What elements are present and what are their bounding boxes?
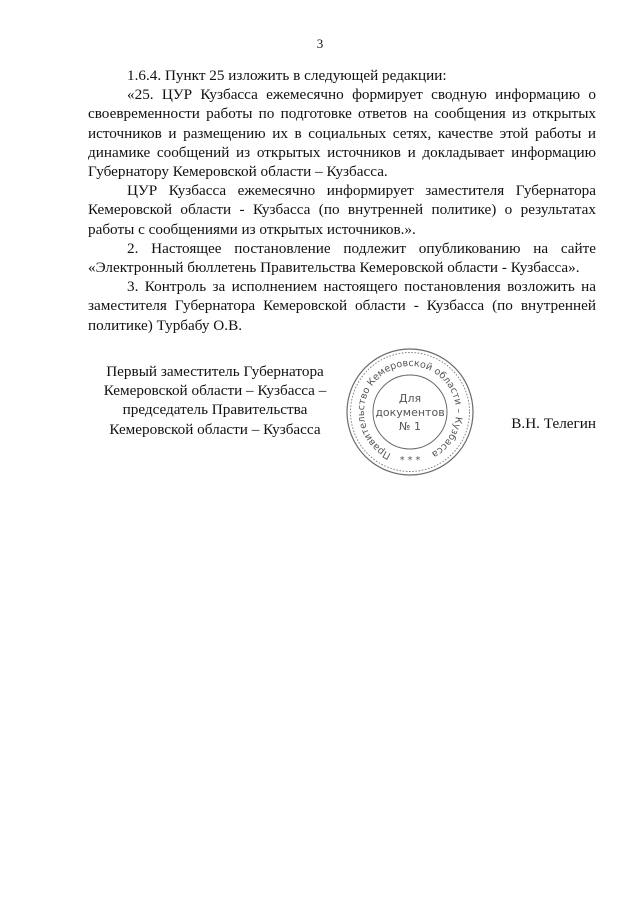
stamp-center-line: № 1 [399, 420, 421, 433]
signer-name: В.Н. Телегин [511, 415, 596, 432]
stamp-ring-text: Правительство Кемеровской области – Кузбасса [355, 357, 465, 462]
paragraph-1-6-4: 1.6.4. Пункт 25 изложить в следующей редакции: [127, 67, 447, 84]
stamp-stars: * * * [399, 455, 421, 466]
paragraph-publication: 2. Настоящее постановление подлежит опубликованию на сайте «Электронный бюллетень Правительства Кемеровской области - Кузбасса». [88, 239, 596, 277]
stamp-seal-icon [344, 346, 476, 478]
signatory-title [80, 362, 350, 439]
official-stamp [344, 346, 476, 478]
signatory-title-line: Кемеровской области – Кузбасса [109, 420, 321, 438]
paragraph-point-25: «25. ЦУР Кузбасса ежемесячно формирует сводную информацию о своевременности работы по подготовке ответов на сообщения из открытых источников и размещению их в социальных сетях, качестве этой работы и динамике сообщений из открытых источников и докладывает информацию Губернатору Кемеровской области – Кузбасса. [88, 86, 596, 181]
signatory-title-line: Первый заместитель Губернатора [106, 363, 324, 380]
paragraph-control: 3. Контроль за исполнением настоящего постановления возложить на заместителя Губернатора Кемеровской области - Кузбасса (по внутренней политике) Турбабу О.В. [88, 278, 596, 334]
signatory-title-line: Кемеровской области – Кузбасса – [103, 382, 327, 400]
signatory-title-line: председатель Правительства [122, 401, 308, 419]
paragraph-deputy-info: ЦУР Кузбасса ежемесячно информирует заместителя Губернатора Кемеровской области - Кузбасса (по внутренней политике) о результатах работы с сообщениями из открытых источников.». [88, 182, 596, 238]
stamp-center-line: Для [398, 392, 422, 405]
document-body [88, 66, 596, 335]
page-number: 3 [316, 36, 324, 51]
stamp-center-line: документов [375, 406, 445, 419]
